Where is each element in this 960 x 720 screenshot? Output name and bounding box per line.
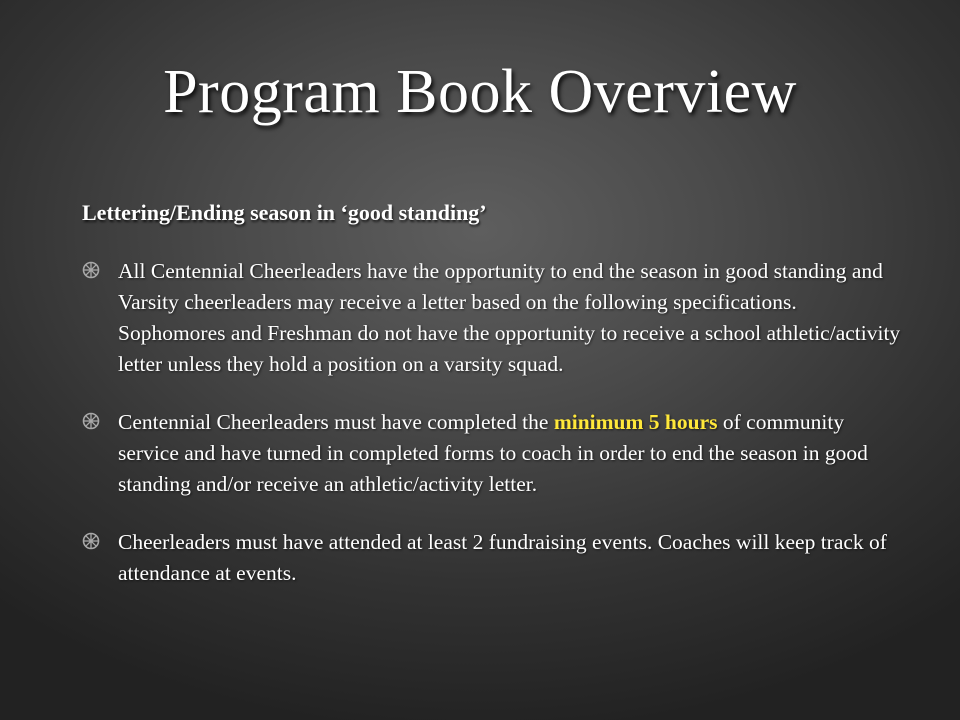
bullet-item (82, 256, 902, 380)
slide-title: Program Book Overview (163, 58, 797, 126)
bullet-text-before: Centennial Cheerleaders must have completed the (118, 410, 554, 434)
bullet-item (82, 407, 902, 500)
bullet-text-after: of community service and have turned in completed forms to coach in order to end the season in good standing and/or receive an athletic/activity letter. (118, 410, 868, 496)
wheel-bullet-icon (82, 261, 100, 279)
wheel-bullet-icon (82, 412, 100, 430)
bullet-text: All Centennial Cheerleaders have the opportunity to end the season in good standing and Varsity cheerleaders may receive a letter based on the following specifications. Sophomores and Freshman do not have the opportunity to receive a school athletic/activity letter unless they hold a position on a varsity squad. (118, 259, 901, 376)
bullet-text: Cheerleaders must have attended at least 2 fundraising events. Coaches will keep track of attendance at events. (118, 530, 887, 585)
bullet-list (82, 256, 902, 616)
section-subheading: Lettering/Ending season in ‘good standing’ (82, 200, 487, 225)
highlighted-requirement: minimum 5 hours (553, 410, 718, 434)
bullet-item (82, 527, 902, 589)
wheel-bullet-icon (82, 532, 100, 550)
